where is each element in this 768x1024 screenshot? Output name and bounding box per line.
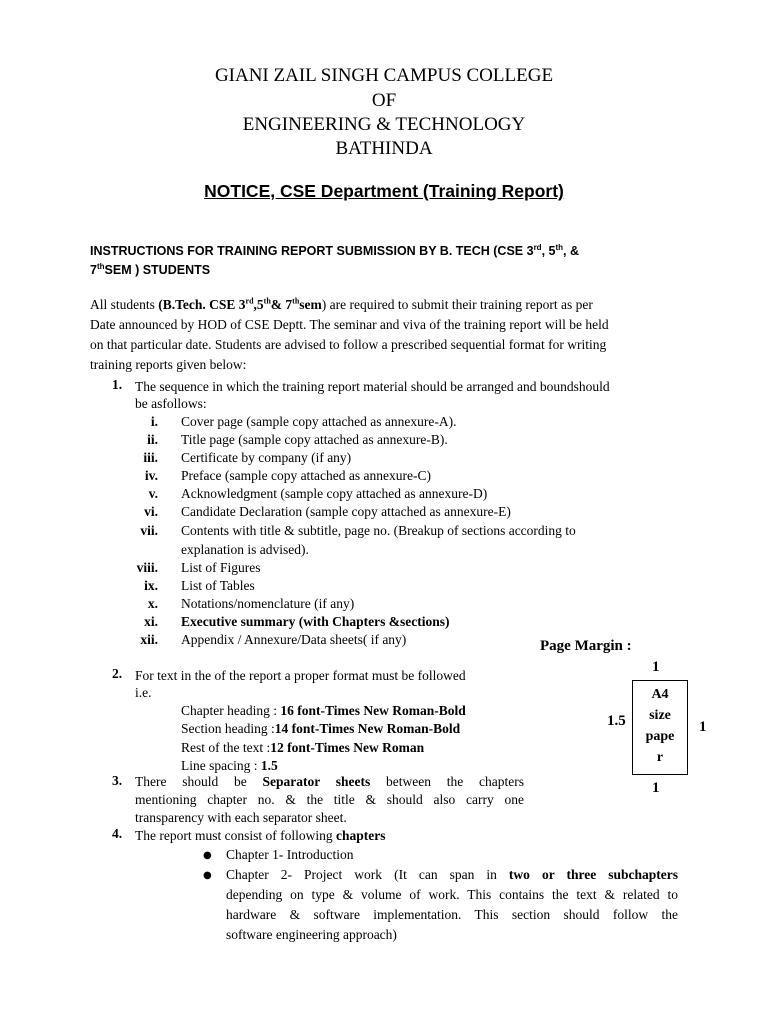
item-3-text xyxy=(135,773,524,827)
chapter-2-line2: depending on type & volume of work. This contains the text & related to xyxy=(226,887,678,902)
list-item-number xyxy=(118,541,158,559)
college-name-line4: BATHINDA xyxy=(335,138,433,159)
list-item-text: Notations/nomenclature (if any) xyxy=(181,596,355,611)
item-2-text xyxy=(135,666,535,702)
college-name-line1: GIANI ZAIL SINGH CAMPUS COLLEGE xyxy=(214,65,554,86)
rest-text-spec: Rest of the text :12 font-Times New Roman xyxy=(181,739,425,755)
list-item-text: Cover page (sample copy attached as annexure-A). xyxy=(181,414,457,429)
college-name-line2: OF xyxy=(371,90,397,111)
intro-line3: on that particular date. Students are advised to follow a prescribed sequential format for writing xyxy=(90,337,607,352)
list-item-text: Title page (sample copy attached as annexure-B). xyxy=(181,432,448,447)
list-item-text: Candidate Declaration (sample copy attached as annexure-E) xyxy=(181,504,511,519)
item-4-number: 4. xyxy=(112,826,123,841)
roman-list xyxy=(118,413,638,649)
list-item-text: List of Tables xyxy=(181,578,255,593)
intro-line1: All students (B.Tech. CSE 3rd,5th& 7thsem) are required to submit their training report as per xyxy=(90,296,593,312)
intro-paragraph xyxy=(90,295,670,375)
item-2-number: 2. xyxy=(112,666,123,681)
item-1-line1: The sequence in which the training report material should be arranged and boundshould xyxy=(135,379,610,394)
chapter-heading-spec: Chapter heading : 16 font-Times New Roman-Bold xyxy=(181,703,466,718)
list-item xyxy=(118,521,638,541)
list-item-number: xii. xyxy=(140,632,158,647)
a4-paper-box xyxy=(632,680,688,775)
list-item xyxy=(118,503,638,521)
margin-bottom-value: 1 xyxy=(652,780,660,796)
list-item xyxy=(118,413,638,431)
item-4-text: The report must consist of following chapters xyxy=(135,828,386,843)
list-item-number: vi. xyxy=(144,504,158,519)
item-1-line2: be asfollows: xyxy=(135,396,207,411)
intro-line2: Date announced by HOD of CSE Deptt. The seminar and viva of the training report will be held xyxy=(90,317,609,332)
list-item-number: xi. xyxy=(144,614,158,629)
item-3-line1: There should be Separator sheets between the chapters xyxy=(135,774,524,789)
box-line: pape xyxy=(645,729,675,744)
list-item-number: ix. xyxy=(144,578,158,593)
list-item-text: Certificate by company (if any) xyxy=(181,450,352,465)
list-item-text: Contents with title & subtitle, page no. (Breakup of sections according to xyxy=(181,523,576,538)
chapter-2-line3: hardware & software implementation. This section should follow the xyxy=(226,907,678,922)
list-item-number: iii. xyxy=(143,450,158,465)
box-line: size xyxy=(649,708,671,723)
chapter-2-line1: Chapter 2- Project work (It can span in two or three subchapters xyxy=(226,867,678,882)
item-2-line1: For text in the of the report a proper format must be followed xyxy=(135,668,466,683)
margin-left-value: 1.5 xyxy=(607,713,626,729)
chapter-2-item xyxy=(226,865,678,945)
list-item-number: ii. xyxy=(147,432,158,447)
list-item-number: iv. xyxy=(144,468,158,483)
instructions-heading: INSTRUCTIONS FOR TRAINING REPORT SUBMISSION BY B. TECH (CSE 3rd, 5th, & 7thSEM ) STUDENTS xyxy=(90,242,580,277)
list-item xyxy=(118,449,638,467)
list-item-number: viii. xyxy=(136,560,158,575)
list-item xyxy=(118,541,638,559)
list-item xyxy=(118,577,638,595)
list-item xyxy=(118,431,638,449)
list-item-text: explanation is advised). xyxy=(181,542,309,557)
list-item-text: Preface (sample copy attached as annexure-C) xyxy=(181,468,432,483)
line-spacing-spec: Line spacing : 1.5 xyxy=(181,757,278,773)
chapter-1-item: Chapter 1- Introduction xyxy=(226,847,354,862)
list-item-number: i. xyxy=(150,414,158,429)
college-name-line3: ENGINEERING & TECHNOLOGY xyxy=(242,114,526,135)
list-item-text: List of Figures xyxy=(181,560,261,575)
item-2-line2: i.e. xyxy=(135,685,152,700)
page-margin-label: Page Margin : xyxy=(540,638,632,654)
chapter-2-line4: software engineering approach) xyxy=(226,927,397,942)
list-item-text: Appendix / Annexure/Data sheets( if any) xyxy=(181,632,407,647)
box-line: r xyxy=(656,750,664,765)
list-item-number: vii. xyxy=(140,523,158,538)
list-item-text: Acknowledgment (sample copy attached as annexure-D) xyxy=(181,486,488,501)
list-item xyxy=(118,595,638,613)
list-item xyxy=(118,485,638,503)
intro-line4: training reports given below: xyxy=(90,357,247,372)
box-line: A4 xyxy=(651,687,669,702)
item-3-number: 3. xyxy=(112,773,123,788)
section-heading-spec: Section heading :14 font-Times New Roman-Bold xyxy=(181,721,461,737)
margin-top-value: 1 xyxy=(652,659,660,675)
list-item xyxy=(118,467,638,485)
format-spec xyxy=(181,702,541,775)
notice-title: NOTICE, CSE Department (Training Report) xyxy=(204,181,564,201)
bullet-icon: ● xyxy=(203,870,212,881)
list-item-text: Executive summary (with Chapters &sections) xyxy=(181,614,450,629)
list-item xyxy=(118,613,638,631)
list-item-number: x. xyxy=(147,596,158,611)
item-1-number: 1. xyxy=(112,377,123,392)
bullet-icon: ● xyxy=(203,850,212,861)
list-item xyxy=(118,559,638,577)
margin-right-value: 1 xyxy=(699,719,707,735)
list-item-number: v. xyxy=(148,486,158,501)
item-3-line2: mentioning chapter no. & the title & should also carry one xyxy=(135,792,524,807)
item-3-line3: transparency with each separator sheet. xyxy=(135,810,347,825)
item-1-text xyxy=(135,377,675,414)
